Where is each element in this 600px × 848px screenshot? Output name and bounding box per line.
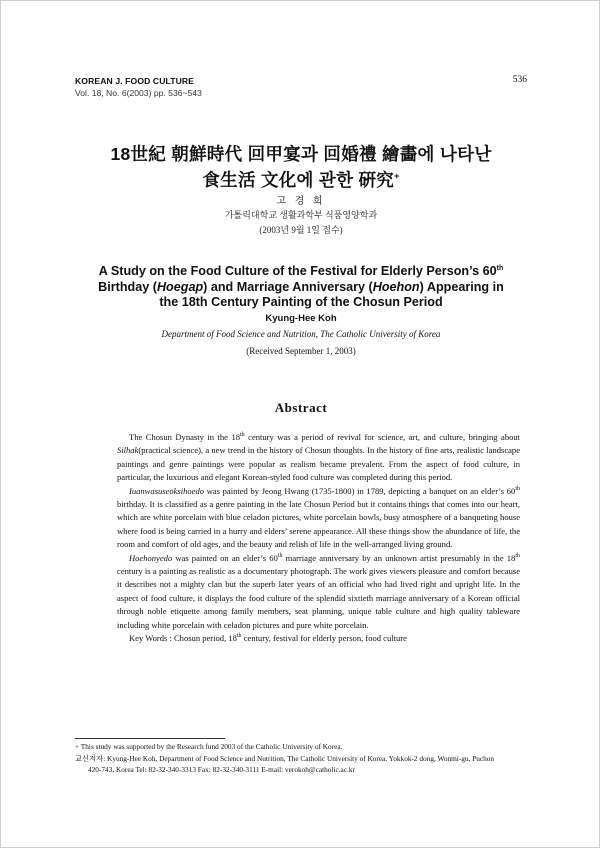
key-words-b: century, festival for elderly person, food culture: [241, 633, 407, 644]
journal-name: KOREAN J. FOOD CULTURE: [75, 76, 195, 86]
key-words: [117, 632, 520, 645]
p3-text-c: century is a painting as realistic as a documentary photograph. The work gives viewers pleasure and comfort because it describes not a mighty clan but the superb later years of an official who had lived right and upright life. In the aspect of food culture, it displays the food culture of the splendid sixtieth marriage anniversary of a Korean official through noble etiquette among family members, seat planning, unique table culture and high quality tableware including white porcelain with celadon pictures and pure white porcelain.: [117, 566, 520, 630]
p3-text-a: was painted on an elder’s 60: [172, 552, 278, 563]
funding-footnote: + This study was supported by the Research fund 2003 of the Catholic University of Korea.: [75, 742, 343, 751]
korean-title-line2-text: 食生活 文化에 관한 硏究: [202, 169, 395, 190]
english-title-line2-a: Birthday (: [98, 279, 157, 294]
p3-sup2: th: [515, 552, 520, 559]
english-title-line2-c: ) Appearing in: [419, 279, 504, 294]
english-title-sup: th: [496, 265, 504, 272]
p2-sup: th: [515, 485, 520, 492]
korean-received: (2003년 9월 1일 접수): [259, 225, 343, 235]
key-words-a: Key Words : Chosun period, 18: [129, 633, 237, 644]
p2-text-b: birthday. It is classified as a genre painting in the late Chosun Period but it contains things that comes into our heart, which are white porcelain with blue celadon pictures, white porcelain bowls, busy atmosphere of a banqueting house where food is being carried in a hurry and elders’ serene appearance. All these things show the abundance of life, the room and comfort of old ages, and the beauty and relish of life in the well-arranged living ground.: [117, 499, 520, 550]
correspondence-line2: 420-743, Korea Tel: 82-32-340-3313 Fax: 82-32-340-3111 E-mail: verokoh@catholic.ac.kr: [88, 765, 355, 774]
p1-text-c: (practical science), a new trend in the history of Chosun thoughts. In the history of fine arts, realistic landscape paintings and genre paintings were popular as realism became prevalent. From the aspect of food culture, in particular, the luxurious and elegant Korean-styled food culture was completed during this period.: [117, 445, 520, 483]
english-received: (Received September 1, 2003): [246, 346, 356, 356]
english-title-line2: [1, 280, 600, 296]
p1-text-a: The Chosun Dynasty in the 18: [129, 432, 240, 442]
p3-sup: th: [277, 552, 283, 559]
english-title-line3: the 18th Century Painting of the Chosun Period: [159, 295, 443, 310]
korean-title: [1, 143, 600, 191]
korean-author: 고 경 희: [276, 196, 326, 207]
p2-italic: Iuanwasuseoksihoedo: [129, 485, 205, 496]
korean-affiliation: 가톨릭대학교 생활과학부 식품영양학과: [224, 210, 378, 220]
english-title-line2-b: ) and Marriage Anniversary (: [203, 279, 373, 294]
p3-text-b: marriage anniversary by an unknown artist presumably in the 18: [282, 552, 516, 563]
p3-italic: Hoehonyedo: [129, 552, 173, 563]
abstract-paragraph: [117, 485, 520, 552]
english-title-hoegap: Hoegap: [156, 279, 204, 294]
p2-text-a: was painted by Jeong Hwang (1735-1800) in 1789, depicting a banquet on an elder’s 60: [204, 485, 516, 496]
journal-header: [75, 75, 202, 99]
journal-volume: Vol. 18, No. 6(2003) pp. 536~543: [75, 88, 202, 98]
english-title-line1-text: A Study on the Food Culture of the Festival for Elderly Person’s 60: [98, 264, 497, 279]
page-number: 536: [512, 75, 527, 85]
abstract-heading: Abstract: [274, 400, 328, 415]
english-affiliation: Department of Food Science and Nutrition, The Catholic University of Korea: [161, 329, 441, 339]
footnote-mark: +: [394, 171, 400, 181]
footnote-rule: [75, 738, 225, 739]
abstract-paragraph: [117, 431, 520, 485]
english-author: Kyung-Hee Koh: [265, 313, 337, 324]
korean-title-line1: 18世紀 朝鮮時代 回甲宴과 回婚禮 繪畵에 나타난: [110, 144, 492, 164]
english-title-hoehon: Hoehon: [372, 279, 420, 294]
english-title: [1, 261, 600, 311]
abstract-body: [117, 431, 520, 646]
p1-italic: Silhak: [117, 445, 139, 456]
abstract-paragraph: [117, 552, 520, 632]
korean-title-line2: [1, 165, 600, 191]
p1-sup: th: [240, 432, 245, 439]
p1-text-b: century was a period of revival for science, art, and culture, bringing about: [244, 432, 521, 442]
correspondence-line1: 교신저자: Kyung-Hee Koh, Department of Food Science and Nutrition, The Catholic University of Korea. Yokkok-2 dong, Wonmi-gu, Puchon: [75, 754, 495, 763]
key-words-sup: th: [236, 633, 242, 640]
english-title-line1: [1, 261, 600, 280]
